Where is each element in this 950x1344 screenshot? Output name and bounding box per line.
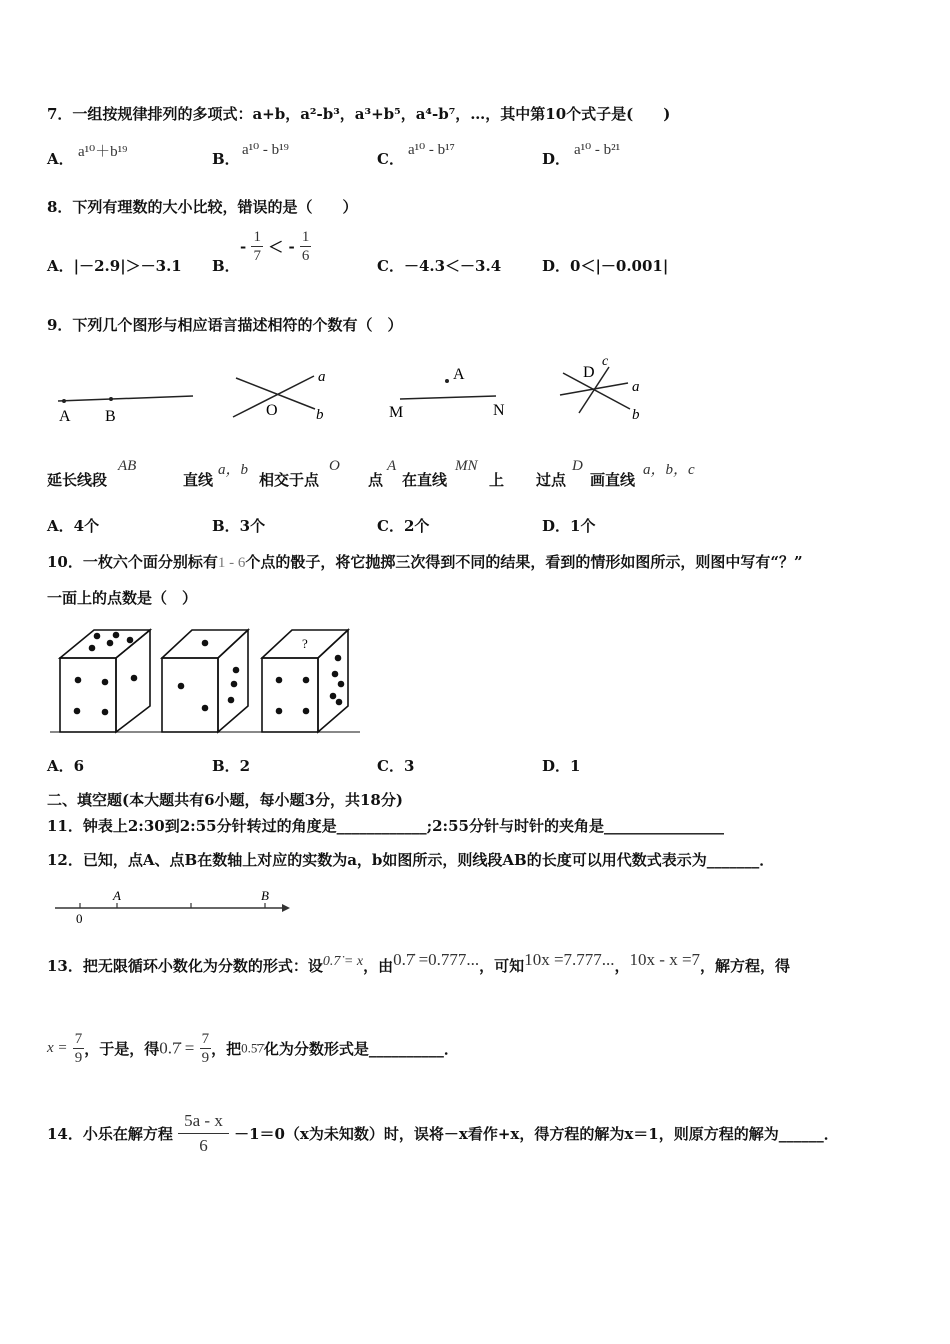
q9-desc3-math1: A [387, 458, 397, 474]
q7-option-a-label: A． [47, 150, 74, 168]
q9-fig4-label-a: a [632, 379, 640, 395]
q14-frac-num: 5a - x [178, 1112, 229, 1134]
q9-desc3-math2: MN [455, 458, 478, 474]
q10-question-mark: ? [302, 636, 308, 651]
q13-line1 [47, 950, 791, 976]
q9-fig4-label-b: b [632, 407, 640, 423]
q10-stem-line2: 一面上的点数是（ ） [47, 589, 198, 607]
q12-number-line [50, 880, 300, 925]
q9-fig2-label-b: b [316, 407, 324, 423]
q9-figures [0, 355, 950, 435]
q7-option-d: a¹⁰ - b²¹ [574, 142, 621, 158]
q10-option-b: B．2 [212, 757, 251, 775]
q9-desc4-text2: 画直线 [590, 471, 636, 489]
q13-m2: 0.7̇ =0.777... [393, 950, 480, 969]
q13-p4: ， [614, 957, 630, 975]
q13-m6: 0.7̇ = [159, 1038, 195, 1058]
q10-stem-part1: 10．一枚六个面分别标有 [47, 553, 218, 571]
q10-option-a: A．6 [47, 757, 85, 775]
q9-fig1-point-a [62, 399, 66, 403]
q7-option-c-label: C． [377, 150, 404, 168]
q12-axis-zero: 0 [76, 911, 83, 925]
q9-fig1-label-a: A [59, 408, 71, 425]
q14-frac-den: 6 [199, 1136, 208, 1155]
q10-stem-math: 1 - 6 [217, 555, 246, 571]
q9-desc4-text1: 过点 [536, 471, 567, 489]
q9-fig4-label-c: c [602, 355, 609, 369]
q10-stem-line1 [47, 551, 803, 572]
q7-option-d-label: D． [542, 150, 571, 168]
q13-m7: 0.5̇7̇ [241, 1040, 264, 1056]
q9-desc1-text: 延长线段 [47, 471, 108, 489]
q9-option-d: D．1个 [542, 517, 596, 535]
q13-m4: 10x - x =7 [629, 950, 701, 969]
q7-option-c: a¹⁰ - b¹⁷ [408, 142, 455, 158]
q8-option-c: C．－4.3＜－3.4 [377, 257, 502, 275]
section2-heading: 二、填空题(本大题共有6小题，每小题3分，共18分) [47, 791, 403, 809]
q8-b-minus1: - [240, 237, 247, 256]
q9-fig4-label-d: D [583, 364, 595, 381]
q9-desc2-math1: a，b [218, 462, 249, 478]
q13-p8: 化为分数形式是__________． [263, 1040, 459, 1058]
q9-desc4-math1: D [572, 458, 583, 474]
q9-fig3-label-a: A [453, 366, 465, 383]
q8-b-frac1 [251, 228, 263, 265]
q8-stem: 8．下列有理数的大小比较，错误的是（ ） [47, 198, 358, 216]
q9-desc2-math2: O [329, 458, 340, 474]
q13-frac2-num: 7 [201, 1031, 210, 1047]
q8-b-num1: 1 [253, 229, 261, 245]
q13-p7: ，把 [211, 1040, 242, 1058]
q9-fig2-label-o: O [266, 402, 278, 419]
q9-desc3-text1: 点 [368, 471, 384, 489]
q9-desc1-math: AB [118, 458, 137, 474]
q9-desc3-text2: 在直线 [402, 471, 448, 489]
q9-stem: 9．下列几个图形与相应语言描述相符的个数有（ ） [47, 316, 403, 334]
q8-b-den1: 7 [253, 248, 261, 264]
q7-option-b-label: B． [212, 150, 240, 168]
q13-p6: ，于是，得 [84, 1040, 160, 1058]
q10-option-c: C．3 [377, 757, 415, 775]
q7-option-b: a¹⁰ - b¹⁹ [242, 142, 289, 158]
q13-frac1-num: 7 [74, 1031, 83, 1047]
q13-p2: ，由 [363, 957, 394, 975]
q14-frac [178, 1112, 229, 1155]
q8-b-lt: ＜ [268, 238, 284, 256]
q8-option-b-expr [240, 228, 311, 265]
q8-option-a: A．|－2.9|＞－3.1 [47, 257, 182, 275]
q14-line [47, 1112, 839, 1155]
q8-b-num2: 1 [301, 229, 310, 245]
q8-option-b-label: B． [212, 257, 240, 275]
q13-frac2 [200, 1030, 212, 1067]
q9-fig3-line [400, 396, 496, 399]
q13-frac1 [73, 1030, 85, 1067]
q13-p1: 13．把无限循环小数化为分数的形式：设 [47, 957, 323, 975]
q9-desc2-text2: 相交于点 [259, 471, 320, 489]
q12-axis-b: B [261, 888, 269, 903]
q9-desc3-text3: 上 [489, 471, 505, 489]
q9-fig1-line [58, 396, 193, 401]
q12-text: 12．已知，点A、点B在数轴上对应的实数为a，b如图所示，则线段AB的长度可以用代数式表示为_______． [47, 851, 775, 869]
q9-option-b: B．3个 [212, 517, 266, 535]
q9-fig3-label-n: N [493, 402, 505, 419]
q13-m1: 0.7̇ = x [322, 954, 364, 969]
q7-stem: 7．一组按规律排列的多项式：a+b，a²-b³，a³+b⁵，a⁴-b⁷，…，其中第10个式子是( ) [47, 105, 671, 123]
q9-fig3-label-m: M [389, 404, 404, 421]
q8-option-d: D．0＜|－0.001| [542, 257, 669, 275]
q13-m3: 10x =7.777... [524, 950, 615, 969]
q13-frac2-den: 9 [201, 1050, 210, 1066]
q9-fig1-point-b [109, 397, 113, 401]
q10-stem-part2: 个点的骰子，将它抛掷三次得到不同的结果，看到的情形如图所示，则图中写有“？” [245, 553, 803, 571]
q13-p3: ，可知 [479, 957, 525, 975]
q13-line2 [47, 1030, 459, 1067]
q9-fig4-line-b [563, 373, 630, 409]
q9-desc4-math2: a，b，c [643, 462, 695, 478]
q9-desc2-text1: 直线 [183, 471, 214, 489]
q9-fig1-label-b: B [105, 408, 116, 425]
q10-dice-figure [50, 628, 370, 740]
q14-p1: 14．小乐在解方程 [47, 1125, 173, 1143]
q13-frac1-den: 9 [74, 1050, 83, 1066]
q14-p2: －1＝0（x为未知数）时，误将－x看作+x，得方程的解为x＝1，则原方程的解为______． [234, 1125, 839, 1143]
q13-x-eq: x = [47, 1040, 68, 1056]
q10-option-d: D．1 [542, 757, 581, 775]
q7-option-a: a¹⁰＋b¹⁹ [78, 144, 128, 160]
q9-option-c: C．2个 [377, 517, 430, 535]
q8-b-minus2: - [288, 237, 295, 256]
q11-text: 11．钟表上2:30到2:55分针转过的角度是____________;2:55分针与时针的夹角是________________ [47, 817, 724, 835]
q9-fig3-point-a [445, 379, 449, 383]
q12-axis-a: A [113, 888, 121, 903]
q13-p5: ，解方程，得 [700, 957, 791, 975]
q9-option-a: A．4个 [47, 517, 100, 535]
q8-b-frac2 [300, 228, 312, 265]
q8-b-den2: 6 [301, 248, 310, 264]
q9-fig2-label-a: a [318, 369, 326, 385]
